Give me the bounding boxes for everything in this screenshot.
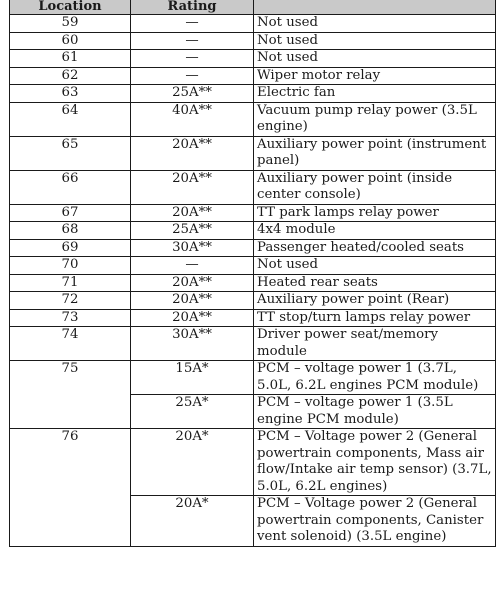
table-header-row (10, 0, 496, 15)
cell-rating: 15A* (131, 361, 254, 395)
fuse-table-page (9, 0, 495, 547)
cell-rating: 30A** (131, 327, 254, 361)
header-description (254, 0, 496, 15)
cell-description: Heated rear seats (254, 274, 496, 292)
cell-location: 66 (10, 170, 131, 204)
cell-rating: 20A** (131, 292, 254, 310)
cell-description: PCM – Voltage power 2 (General powertrain components, Mass air flow/Intake air temp sensor) (3.7L, 5.0L, 6.2L engines) (254, 429, 496, 496)
cell-description: Not used (254, 15, 496, 33)
cell-location: 71 (10, 274, 131, 292)
header-rating: Rating (131, 0, 254, 15)
header-location: Location (10, 0, 131, 15)
cell-location: 60 (10, 32, 131, 50)
cell-description: Wiper motor relay (254, 67, 496, 85)
cell-location: 72 (10, 292, 131, 310)
cell-rating: 25A** (131, 85, 254, 103)
cell-location: 61 (10, 50, 131, 68)
table-row (10, 222, 496, 240)
cell-location: 62 (10, 67, 131, 85)
cell-rating: — (131, 50, 254, 68)
table-row (10, 309, 496, 327)
table-row (10, 361, 496, 395)
table-row (10, 50, 496, 68)
cell-description: PCM – voltage power 1 (3.5L engine PCM module) (254, 395, 496, 429)
cell-rating: 20A** (131, 136, 254, 170)
cell-location: 59 (10, 15, 131, 33)
cell-description: PCM – Voltage power 2 (General powertrain components, Canister vent solenoid) (3.5L engine) (254, 496, 496, 547)
cell-rating: 20A** (131, 274, 254, 292)
cell-description: TT stop/turn lamps relay power (254, 309, 496, 327)
cell-location: 68 (10, 222, 131, 240)
cell-description: Not used (254, 32, 496, 50)
table-row (10, 136, 496, 170)
cell-description: Not used (254, 50, 496, 68)
cell-location: 65 (10, 136, 131, 170)
cell-rating: — (131, 67, 254, 85)
cell-location: 74 (10, 327, 131, 361)
cell-rating: 20A* (131, 496, 254, 547)
cell-rating: 20A* (131, 429, 254, 496)
cell-description: Not used (254, 257, 496, 275)
table-row (10, 32, 496, 50)
cell-rating: 20A** (131, 309, 254, 327)
fuse-table (9, 0, 496, 547)
table-row (10, 327, 496, 361)
table-row (10, 204, 496, 222)
cell-description: Auxiliary power point (Rear) (254, 292, 496, 310)
table-row (10, 15, 496, 33)
cell-location: 64 (10, 102, 131, 136)
table-row (10, 429, 496, 496)
cell-location: 76 (10, 429, 131, 547)
cell-description: Auxiliary power point (inside center console) (254, 170, 496, 204)
cell-description: Vacuum pump relay power (3.5L engine) (254, 102, 496, 136)
cell-rating: — (131, 257, 254, 275)
cell-location: 73 (10, 309, 131, 327)
cell-rating: 30A** (131, 239, 254, 257)
cell-description: TT park lamps relay power (254, 204, 496, 222)
table-row (10, 274, 496, 292)
cell-rating: — (131, 15, 254, 33)
cell-description: 4x4 module (254, 222, 496, 240)
cell-location: 67 (10, 204, 131, 222)
cell-rating: 20A** (131, 170, 254, 204)
cell-rating: 25A* (131, 395, 254, 429)
table-row (10, 239, 496, 257)
cell-rating: — (131, 32, 254, 50)
table-row (10, 102, 496, 136)
cell-rating: 25A** (131, 222, 254, 240)
cell-location: 63 (10, 85, 131, 103)
cell-rating: 40A** (131, 102, 254, 136)
table-row (10, 292, 496, 310)
cell-description: Driver power seat/memory module (254, 327, 496, 361)
cell-description: Passenger heated/cooled seats (254, 239, 496, 257)
cell-location: 75 (10, 361, 131, 429)
table-row (10, 170, 496, 204)
table-row (10, 257, 496, 275)
cell-rating: 20A** (131, 204, 254, 222)
cell-description: Auxiliary power point (instrument panel) (254, 136, 496, 170)
cell-description: PCM – voltage power 1 (3.7L, 5.0L, 6.2L engines PCM module) (254, 361, 496, 395)
cell-location: 70 (10, 257, 131, 275)
table-row (10, 67, 496, 85)
cell-description: Electric fan (254, 85, 496, 103)
table-row (10, 85, 496, 103)
cell-location: 69 (10, 239, 131, 257)
